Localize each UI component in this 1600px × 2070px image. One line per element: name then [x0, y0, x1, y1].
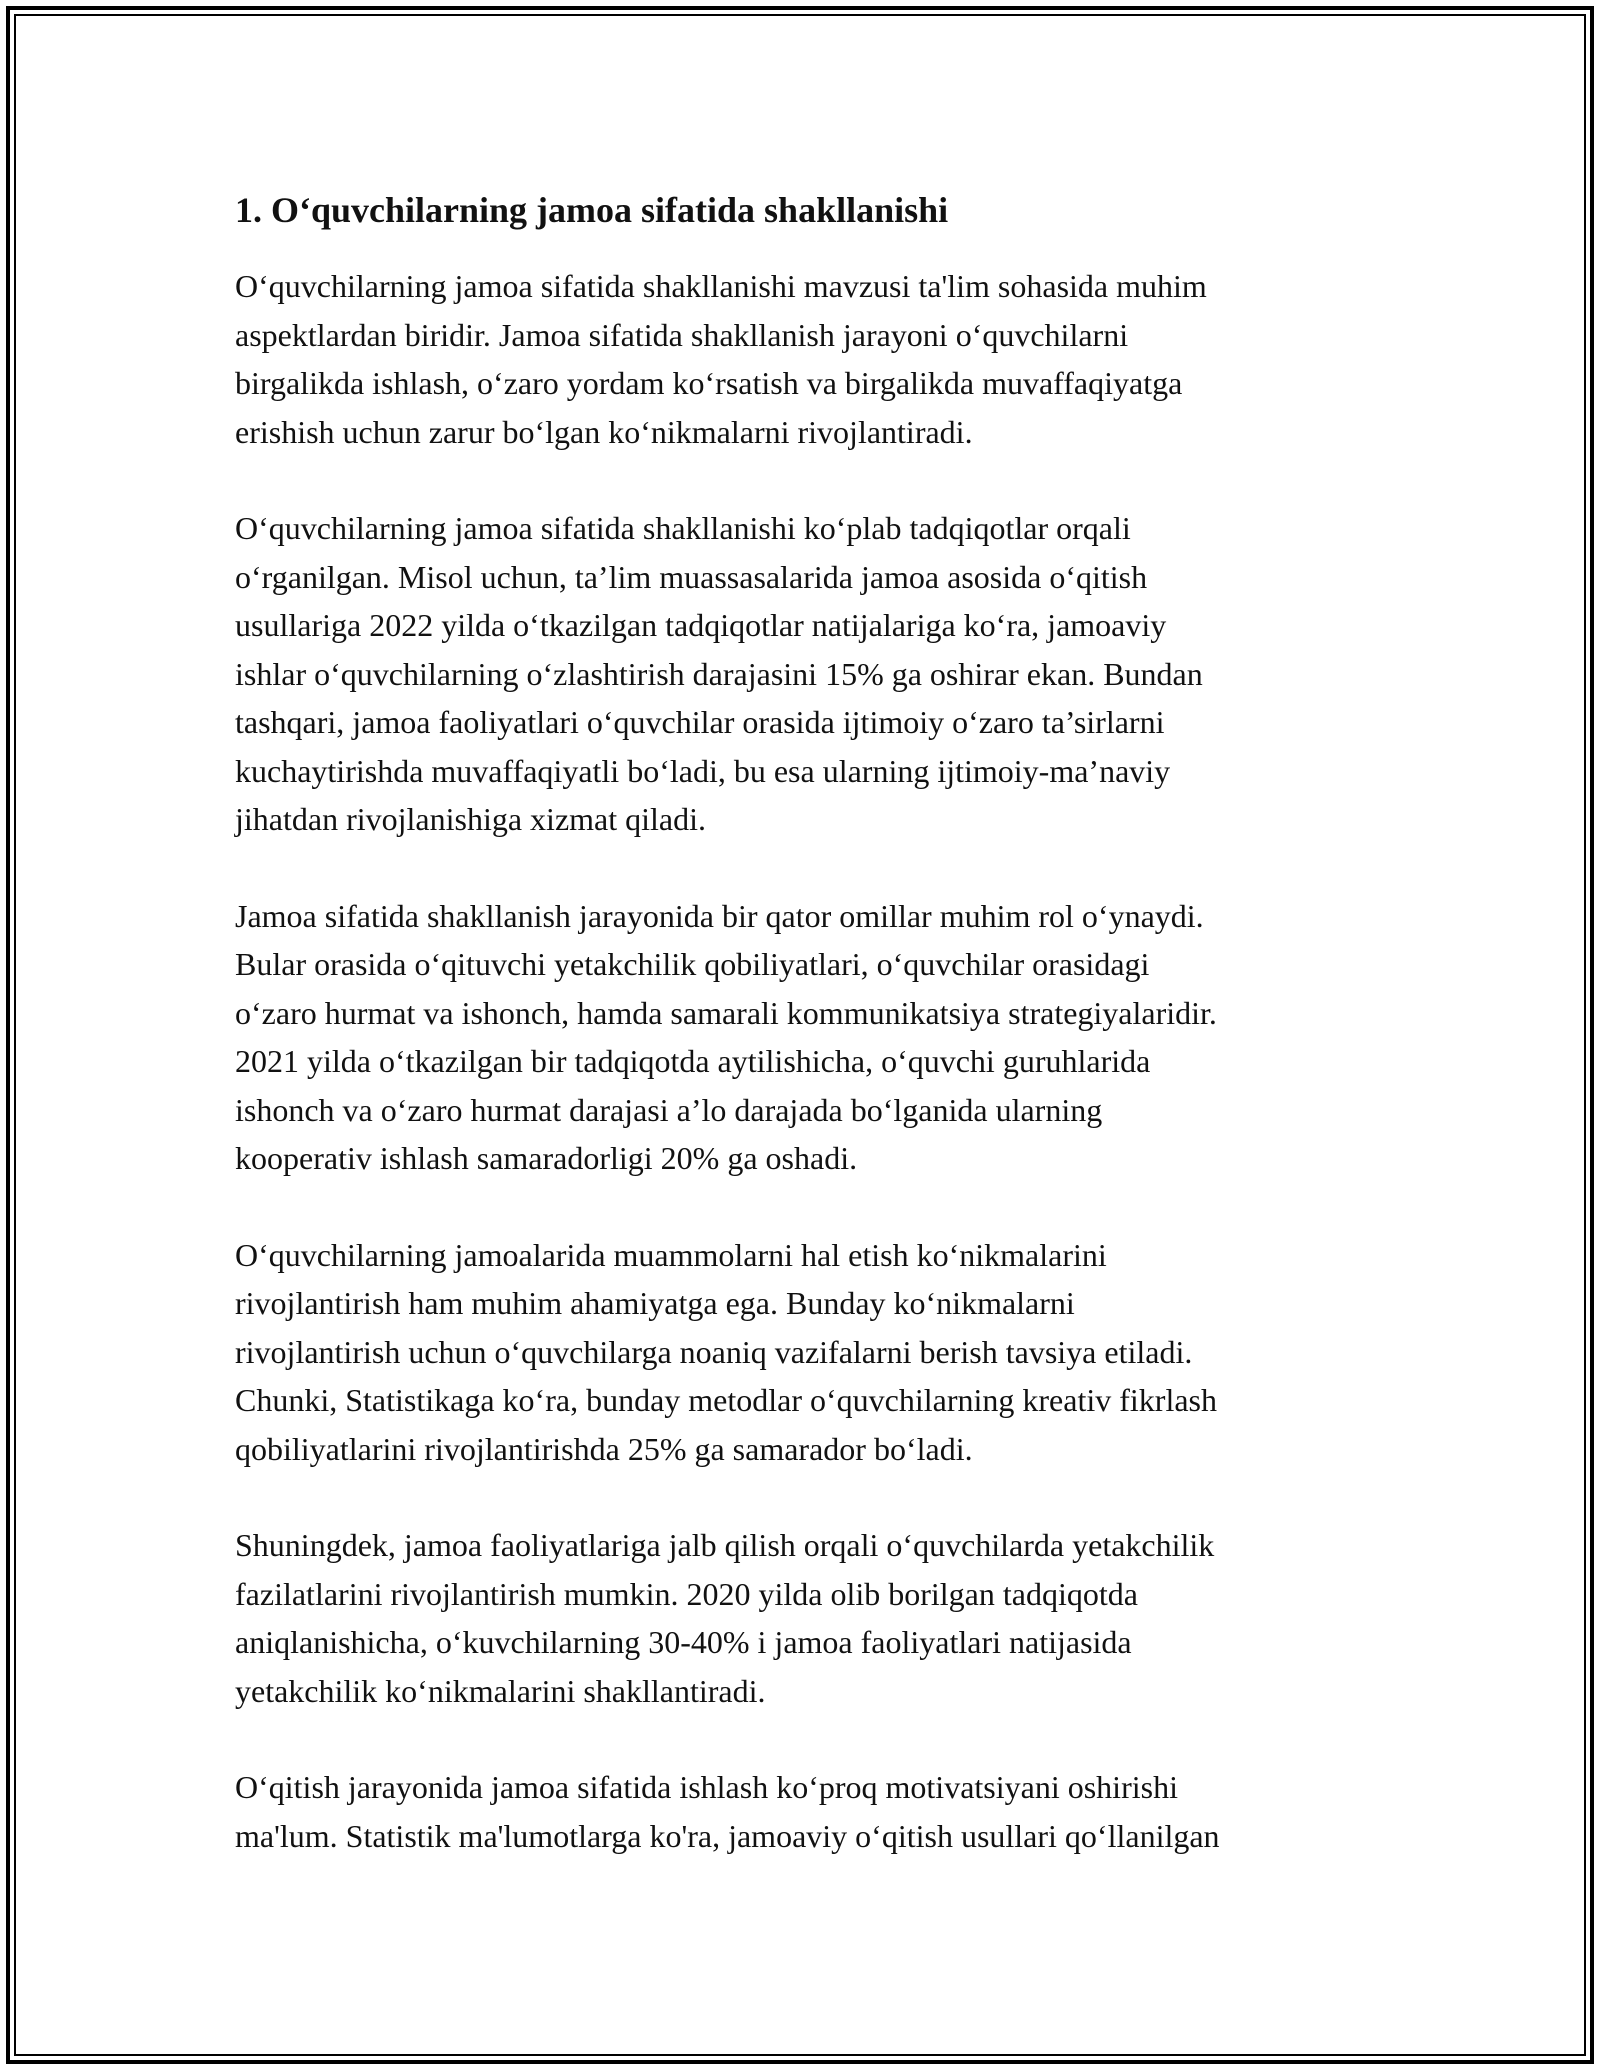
paragraph-line: kooperativ ishlash samaradorligi 20% ga oshadi.: [235, 1140, 858, 1176]
paragraph-line: ishlar o‘quvchilarning o‘zlashtirish darajasini 15% ga oshirar ekan. Bundan: [235, 655, 1203, 692]
body-paragraph: [235, 262, 1380, 456]
paragraph-line: O‘quvchilarning jamoa sifatida shakllanishi ko‘plab tadqiqotlar orqali: [235, 510, 1131, 546]
body-paragraph: [235, 1521, 1380, 1715]
paragraph-line: O‘qitish jarayonida jamoa sifatida ishlash ko‘proq motivatsiyani oshirishi: [235, 1769, 1178, 1805]
paragraph-line: fazilatlarini rivojlantirish mumkin. 2020 yilda olib borilgan tadqiqotda: [235, 1575, 1138, 1612]
paragraph-line: O‘quvchilarning jamoalarida muammolarni hal etish ko‘nikmalarini: [235, 1236, 1107, 1273]
paragraph-line: Bular orasida o‘qituvchi yetakchilik qobiliyatlari, o‘quvchilar orasidagi: [235, 946, 1150, 982]
paragraph-line: usullariga 2022 yilda o‘tkazilgan tadqiqotlar natijalariga ko‘ra, jamoaviy: [235, 607, 1167, 643]
paragraph-line: jihatdan rivojlanishiga xizmat qiladi.: [235, 801, 706, 837]
body-paragraph: [235, 892, 1380, 1183]
body-paragraph: [235, 504, 1380, 844]
paragraph-list: [235, 262, 1380, 1860]
paragraph-line: 2021 yilda o‘tkazilgan bir tadqiqotda aytilishicha, o‘quvchi guruhlarida: [235, 1043, 1151, 1079]
paragraph-line: Jamoa sifatida shakllanish jarayonida bir qator omillar muhim rol o‘ynaydi.: [235, 897, 1204, 934]
paragraph-line: o‘rganilgan. Misol uchun, ta’lim muassasalarida jamoa asosida o‘qitish: [235, 558, 1148, 595]
paragraph-line: rivojlantirish uchun o‘quvchilarga noaniq vazifalarni berish tavsiya etiladi.: [235, 1333, 1193, 1370]
paragraph-line: yetakchilik ko‘nikmalarini shakllantiradi.: [235, 1672, 766, 1709]
paragraph-line: kuchaytirishda muvaffaqiyatli bo‘ladi, bu esa ularning ijtimoiy-ma’naviy: [235, 752, 1171, 789]
document-body: [235, 186, 1380, 1908]
paragraph-line: o‘zaro hurmat va ishonch, hamda samarali kommunikatsiya strategiyalaridir.: [235, 994, 1217, 1031]
paragraph-line: birgalikda ishlash, o‘zaro yordam ko‘rsatish va birgalikda muvaffaqiyatga: [235, 365, 1183, 401]
body-paragraph: [235, 1763, 1380, 1860]
body-paragraph: [235, 1231, 1380, 1474]
paragraph-line: aniqlanishicha, o‘kuvchilarning 30-40% i jamoa faoliyatlari natijasida: [235, 1624, 1132, 1660]
paragraph-line: O‘quvchilarning jamoa sifatida shakllanishi mavzusi ta'lim sohasida muhim: [235, 268, 1207, 304]
paragraph-line: erishish uchun zarur bo‘lgan ko‘nikmalarni rivojlantiradi.: [235, 413, 973, 450]
paragraph-line: ishonch va o‘zaro hurmat darajasi a’lo darajada bo‘lganida ularning: [235, 1091, 1103, 1128]
paragraph-line: aspektlardan biridir. Jamoa sifatida shakllanish jarayoni o‘quvchilarni: [235, 316, 1129, 353]
paragraph-line: rivojlantirish ham muhim ahamiyatga ega. Bunday ko‘nikmalarni: [235, 1285, 1075, 1321]
paragraph-line: ma'lum. Statistik ma'lumotlarga ko'ra, jamoaviy o‘qitish usullari qo‘llanilgan: [235, 1817, 1220, 1854]
paragraph-line: Chunki, Statistikaga ko‘ra, bunday metodlar o‘quvchilarning kreativ fikrlash: [235, 1382, 1217, 1418]
paragraph-line: Shuningdek, jamoa faoliyatlariga jalb qilish orqali o‘quvchilarda yetakchilik: [235, 1527, 1215, 1563]
section-heading: 1. O‘quvchilarning jamoa sifatida shakllanishi: [235, 190, 949, 230]
paragraph-line: qobiliyatlarini rivojlantirishda 25% ga samarador bo‘ladi.: [235, 1430, 973, 1467]
paragraph-line: tashqari, jamoa faoliyatlari o‘quvchilar orasida ijtimoiy o‘zaro ta’sirlarni: [235, 704, 1165, 740]
